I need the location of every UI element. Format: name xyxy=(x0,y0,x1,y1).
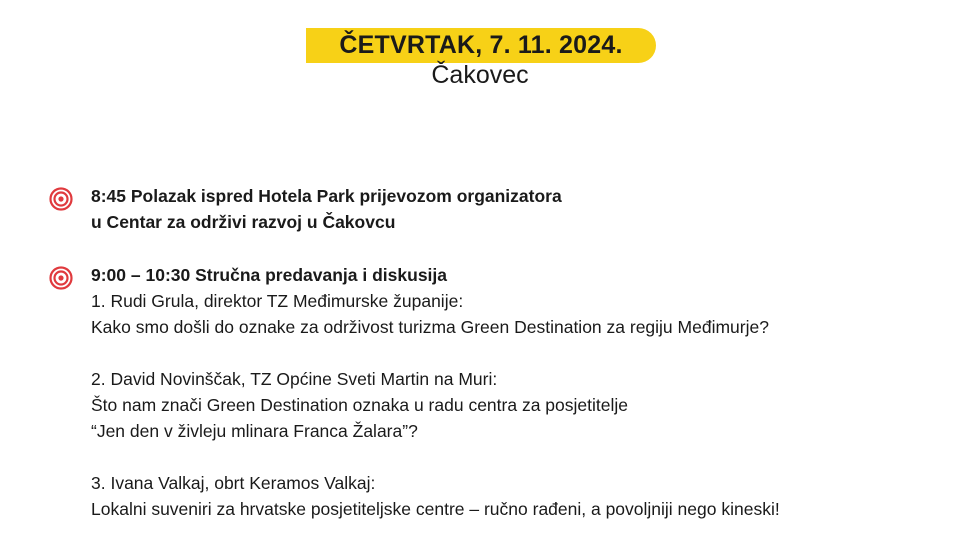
city-name: Čakovec xyxy=(431,61,529,89)
agenda-title: 9:00 – 10:30 Stručna predavanja i diskusija xyxy=(91,265,448,285)
talk-topic: Kako smo došli do oznake za održivost turizma Green Destination za regiju Međimurje? xyxy=(91,317,769,337)
concentric-circles-icon xyxy=(49,187,73,211)
talk-speaker: 1. Rudi Grula, direktor TZ Međimurske županije: xyxy=(91,291,464,311)
concentric-circles-icon xyxy=(49,266,73,290)
talk-topic: Lokalni suveniri za hrvatske posjetiteljske centre – ručno rađeni, a povoljniji nego kineski! xyxy=(91,499,780,519)
date-text: ČETVRTAK, 7. 11. 2024. xyxy=(339,31,623,59)
agenda-title-line: u Centar za održivi razvoj u Čakovcu xyxy=(91,212,396,232)
talk-topic: Što nam znači Green Destination oznaka u radu centra za posjetitelje xyxy=(91,395,628,415)
talk-speaker: 3. Ivana Valkaj, obrt Keramos Valkaj: xyxy=(91,473,376,493)
date-badge xyxy=(306,28,656,63)
talk-topic: “Jen den v živleju mlinara Franca Žalara”? xyxy=(91,421,418,441)
agenda-title-line: 8:45 Polazak ispred Hotela Park prijevozom organizatora xyxy=(91,186,562,206)
talk-speaker: 2. David Novinščak, TZ Općine Sveti Martin na Muri: xyxy=(91,369,498,389)
